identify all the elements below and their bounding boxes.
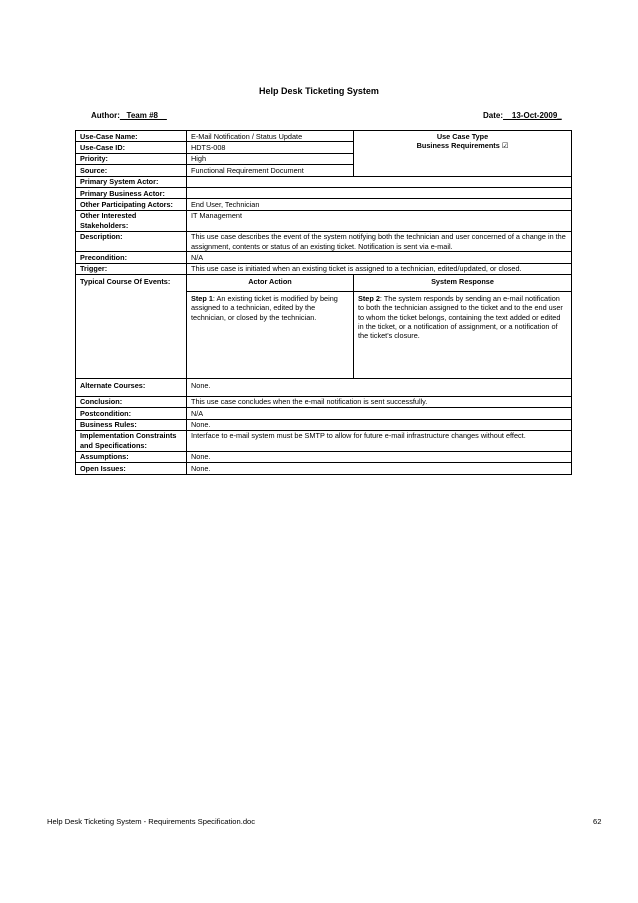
step1-cell xyxy=(187,291,354,378)
primary-system-actor-value xyxy=(187,176,572,187)
precondition-label: Precondition: xyxy=(76,252,187,263)
checkbox-checked-icon: ☑ xyxy=(501,140,509,150)
other-participating-actors-label: Other Participating Actors: xyxy=(76,199,187,210)
author-label: Author: xyxy=(91,111,120,120)
table-row xyxy=(76,463,572,474)
table-row xyxy=(76,252,572,263)
table-row xyxy=(76,275,572,291)
other-interested-stakeholders-label: Other Interested Stakeholders: xyxy=(76,210,187,231)
step1-label: Step 1 xyxy=(191,293,213,303)
system-response-heading: System Response xyxy=(354,275,572,291)
actor-action-heading: Actor Action xyxy=(187,275,354,291)
other-interested-stakeholders-value: IT Management xyxy=(187,210,572,231)
author-value: Team #8 xyxy=(119,111,167,120)
table-row xyxy=(76,408,572,419)
footer-filename: Help Desk Ticketing System - Requirements Specification.doc xyxy=(47,817,256,826)
use-case-name-label: Use-Case Name: xyxy=(76,131,187,142)
primary-business-actor-label: Primary Business Actor: xyxy=(76,188,187,199)
primary-business-actor-value xyxy=(187,188,572,199)
implementation-constraints-value: Interface to e-mail system must be SMTP to allow for future e-mail infrastructure changes without effect. xyxy=(187,430,572,451)
step2-text: : The system responds by sending an e-mail notification to both the technician assigned to the ticket and to the end user to whom the ticket belongs, containing the text added or edited in the ticket, or a notification of assignment, or a notification of the ticket's closure. xyxy=(358,293,563,341)
use-case-type-value-line xyxy=(358,141,567,150)
page-number: 62 xyxy=(593,817,602,826)
business-rules-value: None. xyxy=(187,419,572,430)
primary-system-actor-label: Primary System Actor: xyxy=(76,176,187,187)
assumptions-label: Assumptions: xyxy=(76,451,187,462)
priority-label: Priority: xyxy=(76,153,187,164)
postcondition-label: Postcondition: xyxy=(76,408,187,419)
description-label: Description: xyxy=(76,231,187,252)
alternate-courses-label: Alternate Courses: xyxy=(76,378,187,396)
source-value: Functional Requirement Document xyxy=(187,165,354,176)
conclusion-value: This use case concludes when the e-mail notification is sent successfully. xyxy=(187,396,572,407)
use-case-name-value: E-Mail Notification / Status Update xyxy=(187,131,354,142)
table-row xyxy=(76,396,572,407)
table-row xyxy=(76,378,572,396)
use-case-id-label: Use-Case ID: xyxy=(76,142,187,153)
alternate-courses-value: None. xyxy=(187,378,572,396)
date-value: 13-Oct-2009_ xyxy=(503,111,562,120)
use-case-table xyxy=(75,130,572,475)
postcondition-value: N/A xyxy=(187,408,572,419)
implementation-constraints-label: Implementation Constraints and Specifications: xyxy=(76,430,187,451)
table-row xyxy=(76,131,572,142)
table-row xyxy=(76,451,572,462)
document-title: Help Desk Ticketing System xyxy=(259,86,379,96)
date-label: Date: xyxy=(483,111,504,120)
table-row xyxy=(76,419,572,430)
step2-label: Step 2 xyxy=(358,293,380,303)
table-row xyxy=(76,263,572,274)
priority-value: High xyxy=(187,153,354,164)
table-row xyxy=(76,231,572,252)
open-issues-value: None. xyxy=(187,463,572,474)
step1-text: : An existing ticket is modified by being assigned to a technician, edited by the technician, or closed by the technician. xyxy=(191,293,338,322)
source-label: Source: xyxy=(76,165,187,176)
use-case-type-heading: Use Case Type xyxy=(436,131,489,141)
author-line xyxy=(91,111,167,120)
table-row xyxy=(76,199,572,210)
business-rules-label: Business Rules: xyxy=(76,419,187,430)
precondition-value: N/A xyxy=(187,252,572,263)
step2-cell xyxy=(354,291,572,378)
other-participating-actors-value: End User, Technician xyxy=(187,199,572,210)
description-value: This use case describes the event of the system notifying both the technician and user concerned of a change in the assignment, contents or status of an existing ticket. Notification is sent via e-mail. xyxy=(187,231,572,252)
assumptions-value: None. xyxy=(187,451,572,462)
date-line xyxy=(483,111,562,120)
use-case-type-cell xyxy=(354,131,572,177)
typical-course-label: Typical Course Of Events: xyxy=(76,275,187,378)
use-case-type-value: Business Requirements xyxy=(416,140,500,150)
trigger-value: This use case is initiated when an existing ticket is assigned to a technician, edited/updated, or closed. xyxy=(187,263,572,274)
conclusion-label: Conclusion: xyxy=(76,396,187,407)
trigger-label: Trigger: xyxy=(76,263,187,274)
use-case-id-value: HDTS-008 xyxy=(187,142,354,153)
table-row xyxy=(76,176,572,187)
table-row xyxy=(76,188,572,199)
open-issues-label: Open Issues: xyxy=(76,463,187,474)
table-row xyxy=(76,430,572,451)
table-row xyxy=(76,210,572,231)
